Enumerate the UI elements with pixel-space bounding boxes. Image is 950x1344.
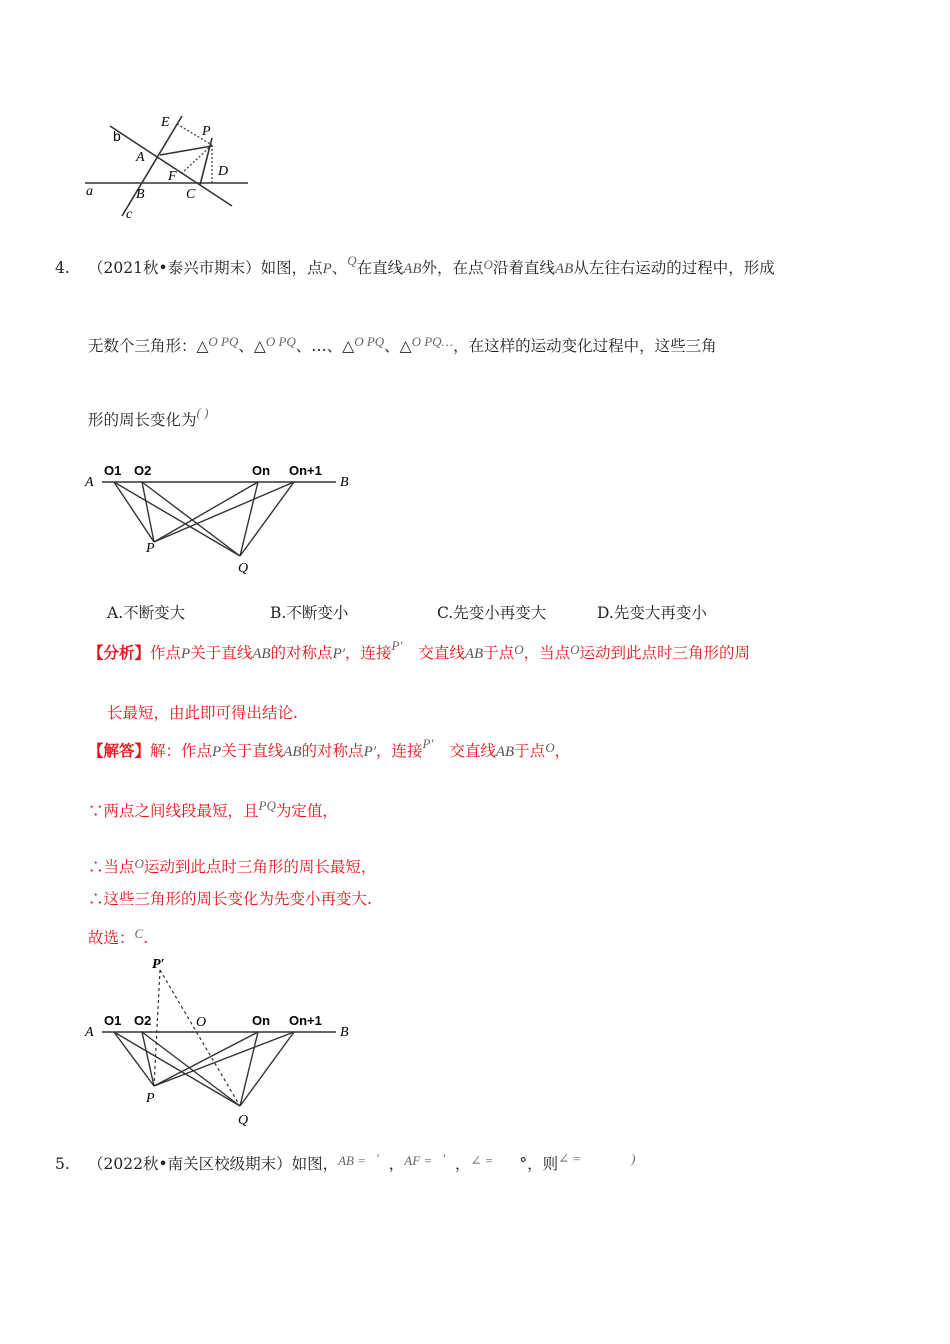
text: . [143, 929, 149, 947]
math-q: Q [347, 253, 357, 268]
figure-reflection [82, 952, 362, 1130]
fig2-label-a: A [85, 475, 94, 490]
text: 形的周长变化为 [88, 411, 197, 429]
math-triangle-1: O PQ [208, 334, 239, 349]
analysis-line-1 [88, 638, 750, 664]
fig3-label-on: On [252, 1013, 271, 1028]
question-4-line-2 [88, 336, 717, 357]
text: 、△ [238, 337, 266, 355]
option-key: C. [437, 604, 454, 622]
fig1-label-a: A [136, 150, 145, 165]
option-b[interactable] [270, 603, 348, 623]
math-angle-eq-2: ∠ = [558, 1151, 582, 1166]
math-ab: AB [464, 646, 484, 662]
fig2-label-b: B [340, 475, 349, 490]
figure-moving-point [82, 458, 362, 580]
fig2-label-on: On [252, 463, 271, 478]
fig3-label-a: A [85, 1025, 94, 1040]
analysis-tag: 【分析】 [88, 643, 151, 662]
answer-blank: ) [631, 1151, 636, 1166]
math-angle-eq: ∠ = [470, 1153, 494, 1168]
solution-choice [88, 928, 148, 949]
text: 沿着直线 [492, 259, 555, 277]
fig2-label-o2: O2 [134, 463, 152, 478]
fig3-label-o2: O2 [134, 1013, 152, 1028]
math-p: P [322, 261, 332, 277]
text: 从左往右运动的过程中，形成 [573, 259, 775, 277]
text: ， [454, 1155, 471, 1173]
solution-tag: 【解答】 [88, 741, 151, 760]
text: 交直线 [418, 644, 465, 662]
text: 的对称点 [301, 742, 364, 760]
fig3-label-on1: On+1 [289, 1013, 322, 1028]
math-ab: AB [283, 744, 302, 760]
math-o: O [483, 257, 493, 272]
question-source: （2021秋•泰兴市期末）如图，点 [88, 259, 323, 277]
math-ab-eq: AB = [338, 1153, 366, 1168]
option-text: 不断变小 [286, 604, 349, 622]
text: ， [554, 742, 571, 760]
fig3-label-o: O [196, 1015, 207, 1030]
question-source: （2022秋•南关区校级期末）如图， [88, 1155, 339, 1173]
solution-therefore-1 [88, 857, 376, 878]
text: 于点 [514, 742, 546, 760]
text: ，当点 [523, 644, 571, 662]
text: ，连接 [345, 644, 392, 662]
option-text: 不断变大 [123, 604, 186, 622]
text: 为定值， [275, 802, 338, 820]
text: 作点 [150, 644, 182, 662]
math-ab: AB [495, 744, 515, 760]
sep: 、 [331, 259, 348, 277]
text: ∵两点之间线段最短，且 [88, 802, 259, 820]
fig1-label-c: C [186, 187, 196, 202]
fig3-label-q: Q [238, 1113, 249, 1128]
option-key: B. [270, 604, 287, 622]
text: ，连接 [376, 742, 423, 760]
math-p-prime: P′ [422, 736, 434, 751]
text: 运动到此点时三角形的周长最短， [143, 858, 377, 876]
text: 故选： [88, 929, 135, 947]
fig3-label-b: B [340, 1025, 349, 1040]
text: ，在这样的运动变化过程中，这些三角 [453, 337, 717, 355]
solution-line-1 [88, 736, 571, 762]
math-o: O [514, 642, 524, 657]
math-o: O [134, 856, 144, 871]
math-tick: ' [442, 1151, 445, 1166]
math-p: P [212, 744, 222, 760]
fig1-label-f: F [168, 169, 177, 184]
math-p: P [181, 646, 191, 662]
fig1-label-c-line: c [126, 207, 133, 222]
text: 在直线 [356, 259, 404, 277]
text: 关于直线 [221, 742, 284, 760]
fig2-label-q: Q [238, 561, 249, 576]
text: 、△ [384, 337, 412, 355]
math-p-prime: P′ [391, 638, 403, 653]
text: 交直线 [449, 742, 496, 760]
answer-blank: ( ) [196, 405, 209, 420]
analysis-line-2: 长最短，由此即可得出结论. [107, 704, 298, 722]
fig2-label-p: P [146, 541, 155, 556]
fig1-label-d: D [218, 164, 229, 179]
solution-because [88, 798, 338, 822]
solution-therefore-2: ∴这些三角形的周长变化为先变小再变大. [88, 890, 372, 908]
fig1-label-p: P [202, 124, 211, 139]
math-o: O [545, 740, 555, 755]
text: °，则 [519, 1155, 559, 1173]
question-4-line-1 [88, 253, 775, 279]
math-ab: AB [403, 261, 422, 277]
text: 关于直线 [190, 644, 253, 662]
option-d[interactable] [597, 603, 707, 623]
math-c: C [134, 926, 144, 941]
math-ab: AB [554, 261, 574, 277]
text: 、…、△ [295, 337, 355, 355]
math-o: O [570, 642, 580, 657]
fig2-label-o1: O1 [104, 463, 122, 478]
option-text: 先变大再变小 [613, 604, 707, 622]
text: ， [388, 1155, 405, 1173]
question-number: 4. [55, 259, 70, 277]
math-p-prime: P′ [332, 646, 346, 662]
fig3-label-p-prime: P′ [152, 957, 165, 972]
math-af-eq: AF = [404, 1153, 433, 1168]
question-5-line-1 [88, 1151, 636, 1175]
math-tick: ' [376, 1151, 379, 1166]
option-key: D. [597, 604, 614, 622]
math-pq: PQ [258, 798, 276, 813]
question-4-line-3 [88, 405, 209, 431]
question-number-5: 5. [55, 1155, 70, 1173]
fig3-label-p: P [146, 1091, 155, 1106]
math-triangle-n1: O PQ… [411, 334, 454, 349]
text: ∴当点 [88, 858, 135, 876]
math-triangle-2: O PQ [265, 334, 296, 349]
figure-lines-abc [80, 108, 260, 228]
fig2-label-on1: On+1 [289, 463, 322, 478]
option-text: 先变小再变大 [453, 604, 547, 622]
fig1-label-a-line: a [86, 184, 93, 199]
fig1-label-e: E [161, 115, 170, 130]
text: 于点 [483, 644, 515, 662]
text: 外，在点 [421, 259, 484, 277]
text: 无数个三角形：△ [88, 337, 209, 355]
math-p-prime: P′ [363, 744, 377, 760]
option-key: A. [107, 604, 124, 622]
fig3-label-o1: O1 [104, 1013, 122, 1028]
option-c[interactable] [437, 603, 546, 623]
math-triangle-n: O PQ [354, 334, 385, 349]
text: 解：作点 [150, 742, 213, 760]
text: 运动到此点时三角形的周 [579, 644, 750, 662]
text: 的对称点 [270, 644, 333, 662]
fig1-label-b: B [136, 187, 145, 202]
fig1-label-b-line: b [113, 128, 121, 144]
option-a[interactable] [107, 603, 185, 623]
math-ab: AB [252, 646, 271, 662]
